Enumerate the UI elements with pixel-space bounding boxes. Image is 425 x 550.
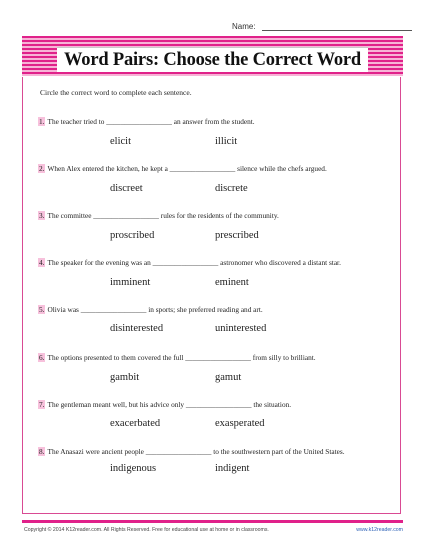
question-text: The speaker for the evening was an __________________ astronomer who discovered a distant star. [47, 258, 341, 267]
question-5 [38, 305, 263, 314]
title-box [57, 47, 368, 72]
question-2 [38, 164, 327, 173]
question-7 [38, 400, 291, 409]
question-8 [38, 447, 345, 456]
option-7b[interactable]: exasperated [215, 418, 265, 429]
option-4a[interactable]: imminent [110, 277, 151, 288]
question-6 [38, 353, 316, 362]
option-3a[interactable]: proscribed [110, 230, 155, 241]
question-text: When Alex entered the kitchen, he kept a __________________ silence while the chefs argued. [47, 164, 327, 173]
option-6a[interactable]: gambit [110, 372, 140, 383]
option-7a[interactable]: exacerbated [110, 418, 161, 429]
question-text: The Anasazi were ancient people __________________ to the southwestern part of the United States. [47, 447, 345, 456]
option-8a[interactable]: indigenous [110, 463, 157, 474]
copyright-text: Copyright © 2014 K12reader.com. All Rights Reserved. Free for educational use at home or in classrooms. [24, 527, 269, 533]
option-1b[interactable]: illicit [215, 136, 238, 147]
name-line [232, 22, 412, 31]
question-1 [38, 117, 255, 126]
question-text: The teacher tried to __________________ an answer from the student. [47, 117, 255, 126]
question-text: The gentleman meant well, but his advice only __________________ the situation. [47, 400, 292, 409]
question-number: 7. [39, 400, 45, 409]
option-6b[interactable]: gamut [215, 372, 242, 383]
instructions: Circle the correct word to complete each sentence. [40, 88, 192, 97]
option-2a[interactable]: discreet [110, 183, 143, 194]
footer-rule [22, 520, 403, 523]
option-5a[interactable]: disinterested [110, 323, 164, 334]
question-number: 8. [39, 447, 45, 456]
option-2b[interactable]: discrete [215, 183, 248, 194]
question-4 [38, 258, 341, 267]
name-label: Name: [232, 22, 256, 31]
site-link[interactable]: www.k12reader.com [356, 527, 403, 533]
worksheet-title: Word Pairs: Choose the Correct Word [63, 49, 361, 70]
question-number: 1. [39, 117, 45, 126]
question-number: 2. [39, 164, 45, 173]
option-4b[interactable]: eminent [215, 277, 249, 288]
question-text: Olivia was __________________ in sports; she preferred reading and art. [47, 305, 263, 314]
question-number: 6. [39, 353, 45, 362]
question-number: 3. [39, 211, 45, 220]
question-3 [38, 211, 279, 220]
name-blank [262, 22, 412, 31]
option-1a[interactable]: elicit [110, 136, 131, 147]
option-3b[interactable]: prescribed [215, 230, 259, 241]
question-number: 4. [39, 258, 45, 267]
option-5b[interactable]: uninterested [215, 323, 267, 334]
question-text: The options presented to them covered the full __________________ from silly to brilliant. [47, 353, 316, 362]
option-8b[interactable]: indigent [215, 463, 250, 474]
question-text: The committee __________________ rules for the residents of the community. [47, 211, 279, 220]
question-number: 5. [39, 305, 45, 314]
